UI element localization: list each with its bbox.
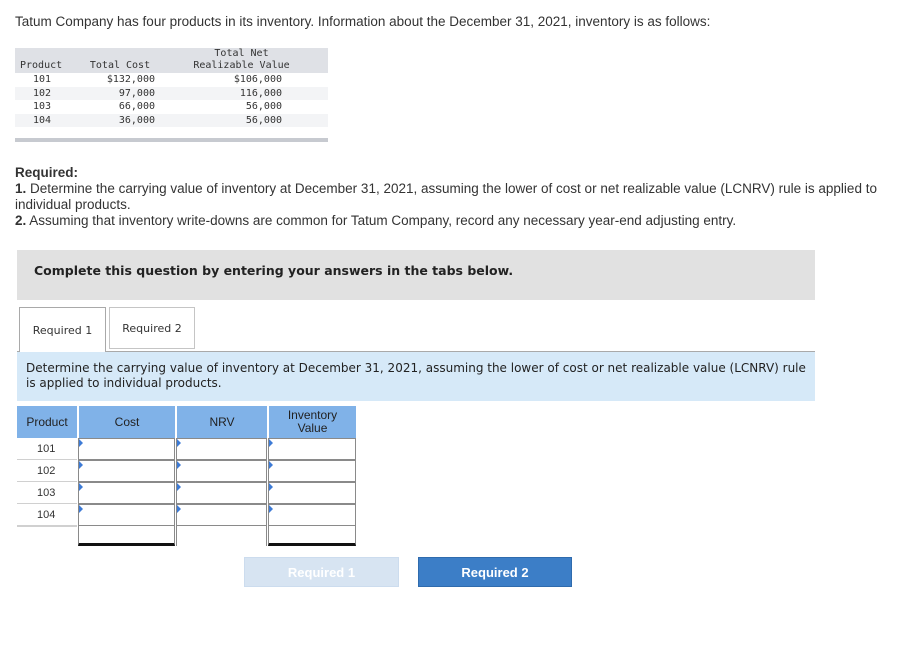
- nrv-input[interactable]: [176, 504, 267, 526]
- tab-required-2[interactable]: Required 2: [109, 307, 195, 349]
- required-heading: Required:: [15, 165, 79, 180]
- required-item-1: [15, 181, 900, 213]
- inventory-cost: 97,000: [118, 87, 155, 99]
- inventory-nrv: 56,000: [245, 101, 282, 112]
- answer-product-label: 101: [17, 438, 77, 460]
- banner-text: Complete this question by entering your answers in the tabs below.: [34, 263, 514, 278]
- required-item-2: [15, 213, 900, 229]
- next-required-button[interactable]: Required 2: [418, 557, 572, 587]
- tab-required-1[interactable]: Required 1: [19, 307, 106, 352]
- tab-instruction-box: [17, 351, 815, 401]
- answer-product-label: 102: [17, 460, 77, 482]
- inventory-nrv: 116,000: [239, 87, 282, 99]
- cost-input[interactable]: [78, 482, 175, 504]
- inventory-col-total-cost: Total Cost: [89, 60, 151, 71]
- inventory-nrv: $106,000: [233, 74, 282, 85]
- inventory-value-input[interactable]: [268, 438, 356, 460]
- tab-instruction-text: Determine the carrying value of inventory at December 31, 2021, assuming the lower of cost or net realizable value (LCNRV) rule is applied to individual products.: [26, 361, 806, 390]
- inventory-value-input[interactable]: [268, 504, 356, 526]
- instructions-banner: [17, 250, 815, 300]
- nrv-header-line1: Total Net: [214, 48, 269, 59]
- cost-input[interactable]: [78, 438, 175, 460]
- inventory-product: 102: [33, 87, 52, 99]
- inventory-col-product: Product: [20, 60, 63, 71]
- answer-col-cost: Cost: [78, 406, 175, 438]
- inventory-cost: 36,000: [118, 114, 155, 126]
- nrv-input[interactable]: [176, 482, 267, 504]
- nrv-input[interactable]: [176, 460, 267, 482]
- required-item-2-text: Assuming that inventory write-downs are common for Tatum Company, record any necessary year-end adjusting entry.: [29, 213, 737, 228]
- cost-input[interactable]: [78, 504, 175, 526]
- inventory-cost: 66,000: [118, 101, 155, 112]
- intro-text: Tatum Company has four products in its inventory. Information about the December 31, 2021, inventory is as follows:: [15, 14, 711, 29]
- inventory-product: 103: [33, 101, 52, 112]
- inventory-value-input[interactable]: [268, 460, 356, 482]
- cost-input[interactable]: [78, 460, 175, 482]
- inventory-value-header-line2: Value: [297, 421, 328, 435]
- table-row: [15, 100, 328, 114]
- inventory-cost: $132,000: [106, 74, 155, 85]
- prev-required-button[interactable]: Required 1: [244, 557, 399, 587]
- nrv-input[interactable]: [176, 438, 267, 460]
- nrv-header-line2: Realizable Value: [193, 60, 290, 71]
- inventory-product: 101: [33, 74, 52, 85]
- inventory-header-row: [15, 48, 328, 73]
- table-row: [15, 87, 328, 101]
- total-inventory-value-cell: [268, 526, 356, 546]
- total-row-label: [17, 526, 77, 546]
- inventory-col-nrv: [155, 48, 328, 73]
- table-row: [15, 114, 328, 128]
- answer-product-label: 104: [17, 504, 77, 526]
- answer-product-label: 103: [17, 482, 77, 504]
- answer-col-nrv: NRV: [176, 406, 267, 438]
- inventory-nrv: 56,000: [245, 114, 282, 126]
- total-nrv-cell: [176, 526, 267, 546]
- answer-col-inventory-value: [268, 406, 356, 438]
- required-section: [15, 165, 900, 229]
- required-item-1-number: 1.: [15, 181, 27, 196]
- inventory-value-input[interactable]: [268, 482, 356, 504]
- required-item-1-text: Determine the carrying value of inventory at December 31, 2021, assuming the lower of cost or net realizable value (LCNRV) rule is applied to individual products.: [15, 181, 877, 212]
- inventory-table-divider: [15, 138, 328, 142]
- inventory-table: [15, 48, 328, 127]
- answer-col-product: Product: [17, 406, 77, 438]
- inventory-value-header-line1: Inventory: [287, 408, 338, 422]
- table-row: [15, 73, 328, 87]
- total-cost-cell: [78, 526, 175, 546]
- required-item-2-number: 2.: [15, 213, 27, 228]
- inventory-product: 104: [33, 114, 52, 126]
